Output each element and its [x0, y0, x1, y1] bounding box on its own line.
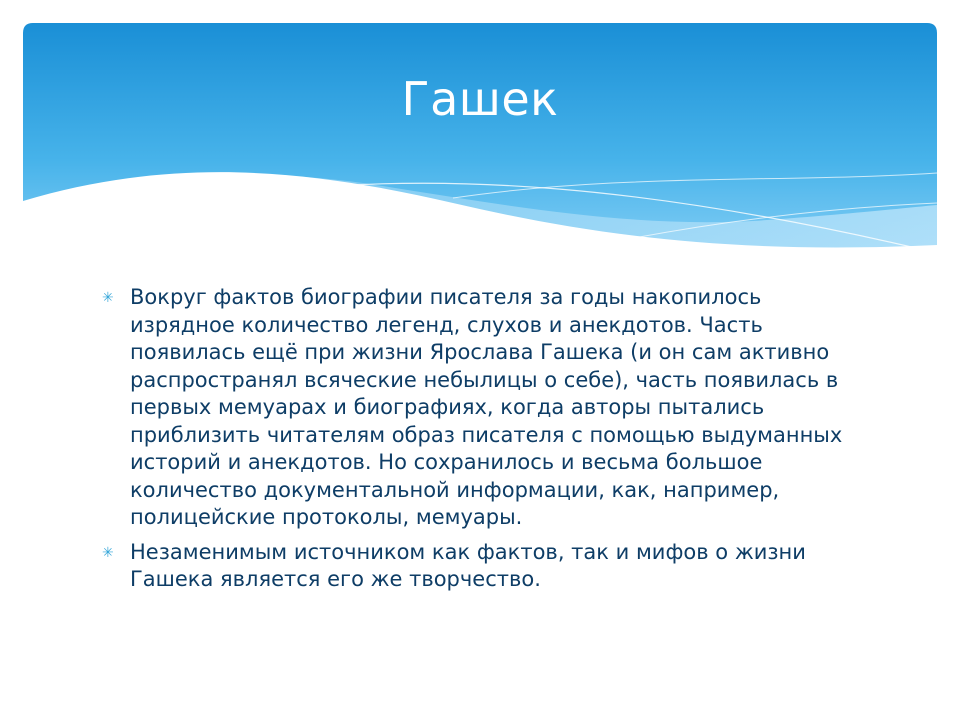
header-banner: [23, 23, 937, 273]
bullet-icon: ✳: [102, 544, 114, 561]
slide-title: Гашек: [401, 72, 559, 126]
bullet-icon: ✳: [102, 290, 114, 306]
bullet-text: Незаменимым источником как фактов, так и мифов о жизни Гашека является его же творчество.: [130, 539, 806, 591]
bullet-item: [102, 284, 862, 532]
wave-background: [23, 23, 937, 273]
bullet-text: Вокруг фактов биографии писателя за годы накопилось изрядное количество легенд, слухов и анекдотов. Часть появилась ещё при жизни Ярослава Гашека (и он сам активно распространял всяческие небылицы о себе), часть появилась в первых мемуарах и биографиях, когда авторы пытались приблизить читателям образ писателя с помощью выдуманных историй и анекдотов. Но сохранилось и весьма большое количество документальной информации, как, например, полицейские протоколы, мемуары.: [130, 285, 843, 529]
bullet-list: [102, 284, 862, 601]
bullet-item: [102, 539, 862, 594]
